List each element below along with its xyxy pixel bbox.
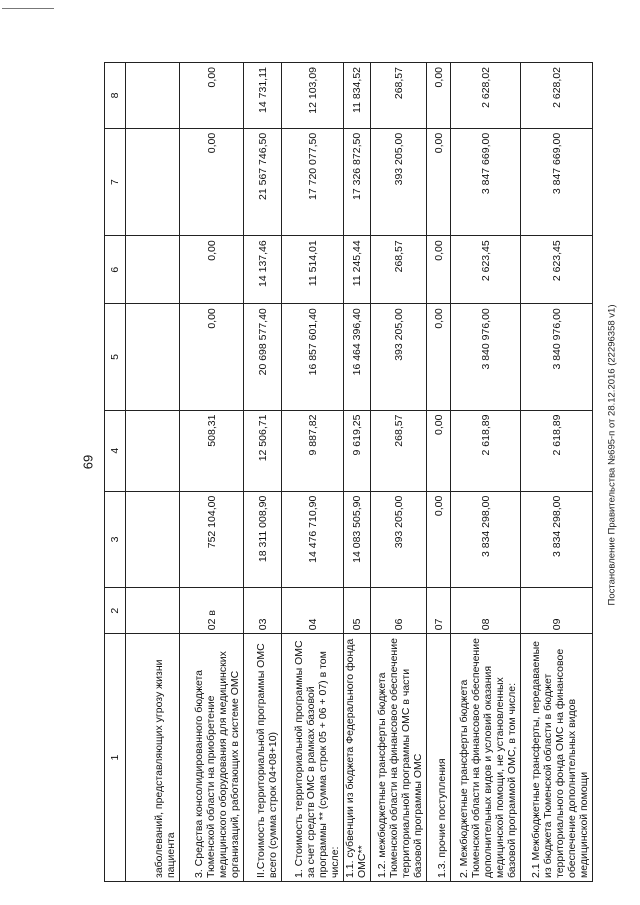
table-row bbox=[344, 63, 371, 882]
row-name: 2.1 Межбюджетные трансферты, передаваемые из бюджета Тюменской области в бюджет территориального фонда ОМС на финансовое обеспечение дополнительных видов медицинской помощи bbox=[521, 634, 593, 882]
cell-value: 0,00 bbox=[180, 63, 244, 129]
table-row bbox=[521, 63, 593, 882]
cell-value: 17 720 077,50 bbox=[282, 128, 344, 235]
corner-line bbox=[2, 8, 54, 9]
row-code: 08 bbox=[451, 588, 521, 634]
cell-value bbox=[126, 410, 180, 491]
cell-value: 21 567 746,50 bbox=[244, 128, 282, 235]
row-name: 1. Стоимость территориальной программы ОМС за счет средств ОМС в рамках базовой программы ** (сумма строк 05 + 06 + 07) в том числе: bbox=[282, 634, 344, 882]
cell-value: 0,00 bbox=[427, 128, 451, 235]
table-row bbox=[244, 63, 282, 882]
row-code: 05 bbox=[344, 588, 371, 634]
cell-value: 2 628,02 bbox=[521, 63, 593, 129]
row-name: 2. Межбюджетные трансферты бюджета Тюменской области на финансовое обеспечение дополнительных видов и условий оказания медицинской помощи, не установленных базовой программой ОМС, в том числе: bbox=[451, 634, 521, 882]
cell-value: 11 834,52 bbox=[344, 63, 371, 129]
cell-value: 12 506,71 bbox=[244, 410, 282, 491]
cell-value: 11 514,01 bbox=[282, 236, 344, 304]
row-code: 09 bbox=[521, 588, 593, 634]
cell-value: 508,31 bbox=[180, 410, 244, 491]
table-row bbox=[451, 63, 521, 882]
cell-value: 393 205,00 bbox=[371, 304, 427, 410]
row-code: 02 в bbox=[180, 588, 244, 634]
cell-value: 2 623,45 bbox=[451, 236, 521, 304]
cell-value: 20 698 577,40 bbox=[244, 304, 282, 410]
column-header: 2 bbox=[105, 588, 126, 634]
cell-value: 3 834 298,00 bbox=[451, 491, 521, 587]
cell-value: 0,00 bbox=[180, 304, 244, 410]
row-name: II.Стоимость территориальной программы ОМС всего (сумма строк 04+08+10) bbox=[244, 634, 282, 882]
cell-value: 12 103,09 bbox=[282, 63, 344, 129]
cell-value: 0,00 bbox=[427, 491, 451, 587]
row-code: 07 bbox=[427, 588, 451, 634]
cell-value: 14 083 505,90 bbox=[344, 491, 371, 587]
cell-value: 11 245,44 bbox=[344, 236, 371, 304]
cell-value: 17 326 872,50 bbox=[344, 128, 371, 235]
cell-value: 0,00 bbox=[180, 236, 244, 304]
cell-value: 393 205,00 bbox=[371, 491, 427, 587]
cell-value: 2 623,45 bbox=[521, 236, 593, 304]
column-header: 7 bbox=[105, 128, 126, 235]
column-header: 3 bbox=[105, 491, 126, 587]
table-row bbox=[427, 63, 451, 882]
cell-value: 3 847 669,00 bbox=[521, 128, 593, 235]
row-code bbox=[126, 588, 180, 634]
cell-value bbox=[126, 236, 180, 304]
cell-value: 393 205,00 bbox=[371, 128, 427, 235]
header-row bbox=[105, 63, 126, 882]
cell-value: 16 857 601,40 bbox=[282, 304, 344, 410]
column-header: 1 bbox=[105, 634, 126, 882]
row-name: 1.2. межбюджетные трансферты бюджета Тюменской области на финансовое обеспечение территориальной программы ОМС в части базовой программы ОМС bbox=[371, 634, 427, 882]
cell-value: 3 840 976,00 bbox=[521, 304, 593, 410]
column-header: 4 bbox=[105, 410, 126, 491]
cell-value: 2 618,89 bbox=[451, 410, 521, 491]
row-code: 03 bbox=[244, 588, 282, 634]
row-name: заболеваний, представляющих угрозу жизни пациента bbox=[126, 634, 180, 882]
table-row bbox=[180, 63, 244, 882]
cell-value: 752 104,00 bbox=[180, 491, 244, 587]
table-rotated-container bbox=[104, 62, 588, 882]
financing-table bbox=[104, 62, 593, 882]
row-code: 06 bbox=[371, 588, 427, 634]
row-name: 1.1. субвенции из бюджета Федерального фонда ОМС** bbox=[344, 634, 371, 882]
cell-value bbox=[126, 304, 180, 410]
table-row bbox=[282, 63, 344, 882]
table-row bbox=[126, 63, 180, 882]
page-number: 69 bbox=[80, 454, 96, 470]
cell-value: 268,57 bbox=[371, 236, 427, 304]
cell-value: 9 619,25 bbox=[344, 410, 371, 491]
cell-value bbox=[126, 128, 180, 235]
cell-value: 3 840 976,00 bbox=[451, 304, 521, 410]
table-row bbox=[371, 63, 427, 882]
column-header: 8 bbox=[105, 63, 126, 129]
cell-value: 268,57 bbox=[371, 63, 427, 129]
cell-value: 0,00 bbox=[427, 236, 451, 304]
cell-value: 0,00 bbox=[427, 410, 451, 491]
column-header: 5 bbox=[105, 304, 126, 410]
cell-value: 18 311 008,90 bbox=[244, 491, 282, 587]
cell-value: 3 834 298,00 bbox=[521, 491, 593, 587]
cell-value bbox=[126, 63, 180, 129]
cell-value: 3 847 669,00 bbox=[451, 128, 521, 235]
row-name: 3. Средства консолидированного бюджета Тюменской области на приобретение медицинского оборудования для медицинских организаций, работающих в системе ОМС bbox=[180, 634, 244, 882]
row-code: 04 bbox=[282, 588, 344, 634]
column-header: 6 bbox=[105, 236, 126, 304]
cell-value: 14 137,46 bbox=[244, 236, 282, 304]
cell-value bbox=[126, 491, 180, 587]
cell-value: 2 628,02 bbox=[451, 63, 521, 129]
cell-value: 268,57 bbox=[371, 410, 427, 491]
cell-value: 0,00 bbox=[180, 128, 244, 235]
cell-value: 9 887,82 bbox=[282, 410, 344, 491]
cell-value: 14 476 710,90 bbox=[282, 491, 344, 587]
row-name: 1.3. прочие поступления bbox=[427, 634, 451, 882]
cell-value: 16 464 396,40 bbox=[344, 304, 371, 410]
cell-value: 0,00 bbox=[427, 63, 451, 129]
cell-value: 0,00 bbox=[427, 304, 451, 410]
cell-value: 2 618,89 bbox=[521, 410, 593, 491]
document-footer: Постановление Правительства №695-п от 28.12.2016 (22296358 v1) bbox=[606, 304, 618, 606]
cell-value: 14 731,11 bbox=[244, 63, 282, 129]
